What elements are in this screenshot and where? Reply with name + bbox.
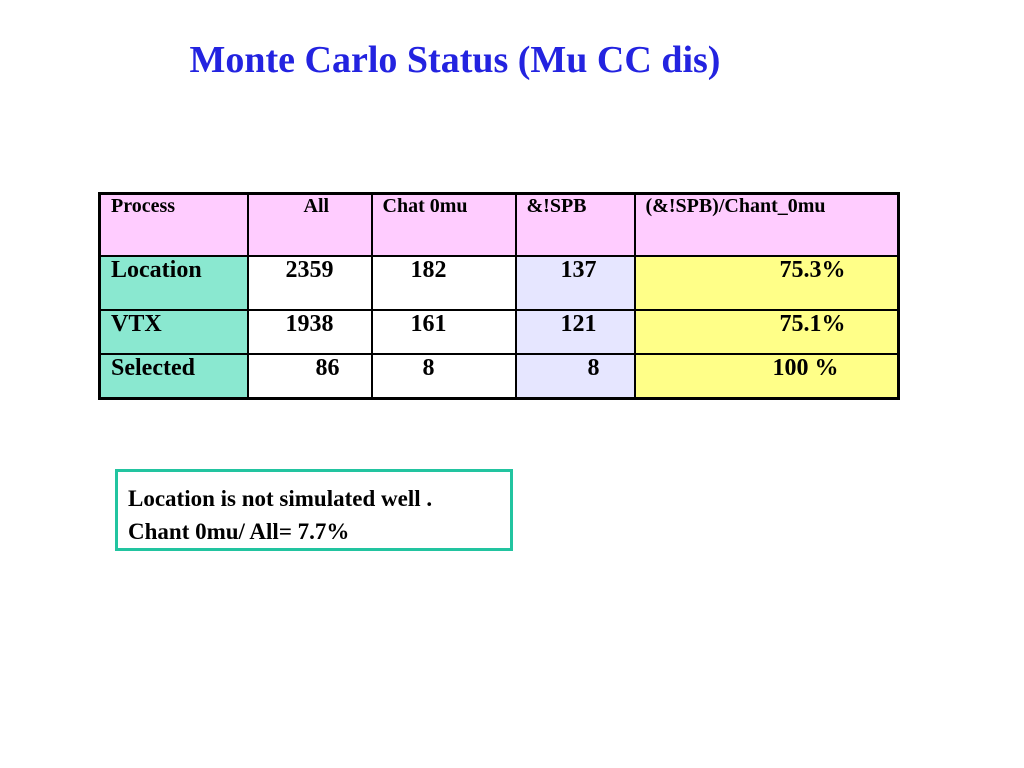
cell-process: VTX [100,310,248,354]
cell-ratio: 100 % [635,354,899,399]
cell-chat0mu: 182 [372,256,516,310]
cell-ratio: 75.1% [635,310,899,354]
monte-carlo-table [98,192,900,400]
header-spb: &!SPB [516,194,635,257]
header-all: All [248,194,372,257]
cell-process: Selected [100,354,248,399]
cell-spb: 121 [516,310,635,354]
note-line-2: Chant 0mu/ All= 7.7% [128,519,350,544]
table-row [100,354,899,399]
note-line-1: Location is not simulated well . [128,486,433,511]
cell-process: Location [100,256,248,310]
cell-chat0mu: 8 [372,354,516,399]
cell-chat0mu: 161 [372,310,516,354]
header-ratio: (&!SPB)/Chant_0mu [635,194,899,257]
cell-spb: 8 [516,354,635,399]
table-header-row [100,194,899,257]
header-chat0mu: Chat 0mu [372,194,516,257]
cell-all: 1938 [248,310,372,354]
table-row [100,256,899,310]
table-row [100,310,899,354]
cell-all: 86 [248,354,372,399]
cell-ratio: 75.3% [635,256,899,310]
cell-spb: 137 [516,256,635,310]
page-title: Monte Carlo Status (Mu CC dis) [189,39,721,81]
header-process: Process [100,194,248,257]
cell-all: 2359 [248,256,372,310]
note-box [115,469,513,551]
